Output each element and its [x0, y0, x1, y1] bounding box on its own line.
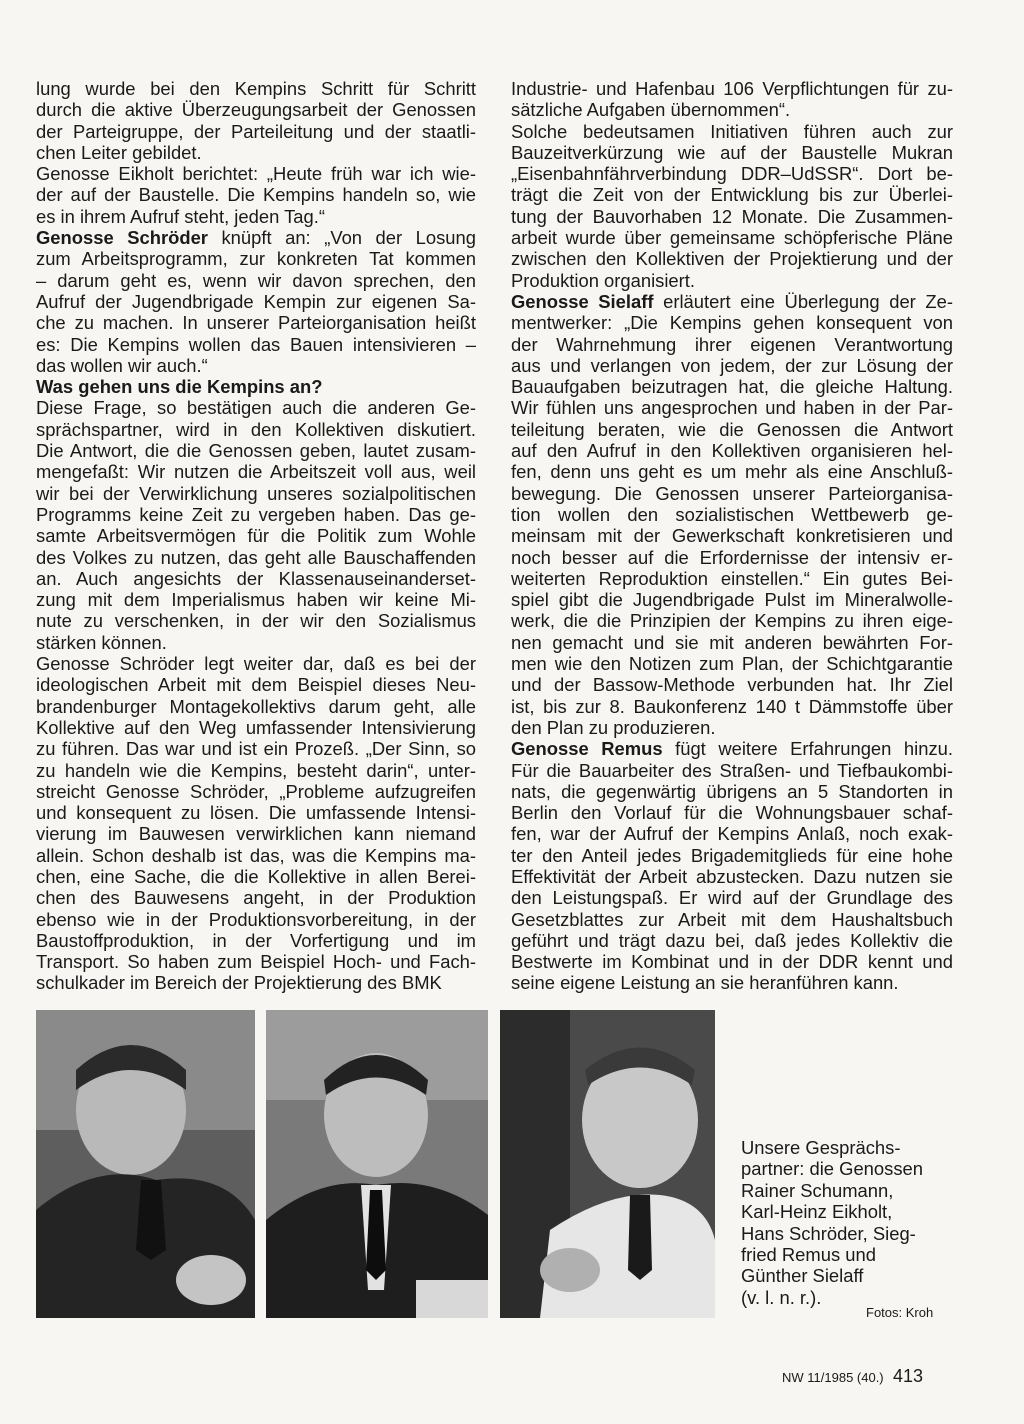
- text-line: – darum geht es, wenn wir davon sprechen, den: [36, 269, 476, 291]
- text-line: auf den Aufruf in den Kollektiven organisieren hel-: [511, 440, 953, 462]
- text-line: und konsequent zu lösen. Die umfassende Intensi-: [36, 802, 476, 824]
- text-line: Solche bedeutsamen Initiativen führen auch zur: [511, 120, 953, 142]
- text-line: Bauaufgaben beizutragen hat, die gleiche Haltung.: [511, 376, 953, 398]
- text-line: Berlin den Vorlauf für die Wohnungsbauer schaf-: [511, 802, 953, 824]
- text-line: Transport. So haben zum Beispiel Hoch- und Fach-: [36, 951, 476, 973]
- text-line: Die Antwort, die die Genossen geben, lautet zusam-: [36, 440, 476, 462]
- text-line: lung wurde bei den Kempins Schritt für Schritt: [36, 78, 476, 99]
- text-line: brandenburger Montagekollektivs darum geht, alle: [36, 695, 476, 717]
- journal-issue: NW 11/1985 (40.): [782, 1370, 884, 1385]
- text-line: streicht Genosse Schröder, „Probleme aufzugreifen: [36, 780, 476, 802]
- text-line: noch besser auf die Erfordernisse der intensiv er-: [511, 546, 953, 568]
- text-line: Effektivität der Arbeit abzustecken. Dazu nutzen sie: [511, 865, 953, 887]
- text-line: ter den Anteil jedes Brigademitglieds für eine hohe: [511, 844, 953, 866]
- text-line: tion wollen den sozialistischen Wettbewerb ge-: [511, 503, 953, 525]
- text-line: Genosse Schröder knüpft an: „Von der Losung: [36, 227, 476, 249]
- text-line: chen des Bauwesens angeht, in der Produktion: [36, 887, 476, 909]
- caption-line: Karl-Heinz Eikholt,: [741, 1201, 893, 1223]
- text-line: tung der Bauvorhaben 12 Monate. Die Zusammen-: [511, 205, 953, 227]
- photo-caption: [741, 1137, 951, 1308]
- text-line: samte Arbeitsvermögen für die Politik zum Wohle: [36, 525, 476, 547]
- text-line: Industrie- und Hafenbau 106 Verpflichtungen für zu-: [511, 78, 953, 99]
- caption-line: Hans Schröder, Sieg-: [741, 1222, 916, 1244]
- text-line: zum Arbeitsprogramm, zur konkreten Tat kommen: [36, 248, 476, 270]
- caption-line: Günther Sielaff: [741, 1265, 864, 1287]
- text-line: chen Leiter gebildet.: [36, 141, 202, 163]
- photo-credit: Fotos: Kroh: [866, 1305, 934, 1320]
- text-line: der Wahrnehmung ihrer eigenen Verantwortung: [511, 333, 953, 355]
- text-line: wir bei der Verwirklichung unseres sozialpolitischen: [36, 482, 476, 504]
- caption-line: fried Remus und: [741, 1244, 876, 1266]
- text-line: nats, die gegenwärtig übrigens an 5 Standorten in: [511, 780, 953, 802]
- text-line: che zu machen. In unserer Parteiorganisation heißt: [36, 312, 476, 334]
- text-line: Bauzeitverkürzung wie auf der Baustelle Mukran: [511, 141, 953, 163]
- text-line: Kollektive auf den Weg umfassender Intensivierung: [36, 716, 476, 738]
- text-line: Genosse Remus fügt weitere Erfahrungen hinzu.: [511, 738, 953, 760]
- text-line: Wir fühlen uns angesprochen und haben in der Par-: [511, 397, 953, 419]
- text-line: den Plan zu produzieren.: [511, 716, 716, 738]
- text-line: stärken können.: [36, 631, 167, 653]
- text-line: ist, bis zur 8. Baukonferenz 140 t Dämmstoffe über: [511, 695, 953, 717]
- text-line: geführt und trägt dazu bei, daß jedes Kollektiv die: [511, 929, 953, 951]
- text-line: „Eisenbahnfährverbindung DDR–UdSSR“. Dort be-: [511, 163, 953, 185]
- text-line: zu handeln wie die Kempins, besteht darin“, unter-: [36, 759, 476, 781]
- text-line: durch die aktive Überzeugungsarbeit der Genossen: [36, 99, 476, 121]
- caption-line: partner: die Genossen: [741, 1158, 923, 1180]
- text-line: Programms keine Zeit zu vergeben haben. Das ge-: [36, 503, 476, 525]
- text-line: Für die Bauarbeiter des Straßen- und Tiefbaukombi-: [511, 759, 953, 781]
- page-number: 413: [893, 1366, 924, 1386]
- text-line: mengefaßt: Wir nutzen die Arbeitszeit voll aus, weil: [36, 461, 476, 483]
- text-line: Genosse Sielaff erläutert eine Überlegung der Ze-: [511, 290, 953, 312]
- text-line: Produktion organisiert.: [511, 269, 696, 291]
- text-line: trägt die Zeit von der Entwicklung bis zur Überlei-: [511, 184, 953, 206]
- text-line: an. Auch angesichts der Klassenauseinanderset-: [36, 567, 476, 589]
- text-line: arbeit wurde über gemeinsame schöpferische Pläne: [511, 227, 953, 249]
- text-line: Bestwerte im Kombinat und in der DDR kennt und: [511, 951, 953, 973]
- text-line: der auf der Baustelle. Die Kempins handeln so, wie: [36, 184, 476, 206]
- text-line: chen, eine Sache, die die Kollektive in allen Berei-: [36, 865, 476, 887]
- text-line: schulkader im Bereich der Projektierung des BMK: [36, 972, 442, 994]
- caption-line: (v. l. n. r.).: [741, 1286, 822, 1308]
- text-line: sätzliche Aufgaben übernommen“.: [511, 99, 791, 121]
- text-line: Aufruf der Jugendbrigade Kempin zur eigenen Sa-: [36, 290, 476, 312]
- text-line: der Parteigruppe, der Parteileitung und der staatli-: [36, 120, 476, 142]
- text-line: Diese Frage, so bestätigen auch die anderen Ge-: [36, 397, 476, 419]
- article-column-right: [511, 78, 953, 994]
- text-line: spiel gibt die Jugendbrigade Pulst im Mineralwolle-: [511, 589, 953, 611]
- photo-portrait-1: [36, 1010, 255, 1318]
- text-line: aus und verlangen von jedem, der zur Lösung der: [511, 354, 953, 376]
- text-line: men wie den Notizen zum Plan, der Schichtgarantie: [511, 653, 953, 675]
- text-line: weiterten Reproduktion einstellen.“ Ein gutes Bei-: [511, 567, 953, 589]
- text-line: Genosse Eikholt berichtet: „Heute früh war ich wie-: [36, 163, 476, 185]
- caption-line: Unsere Gesprächs-: [741, 1137, 901, 1158]
- text-line: bewegung. Die Genossen unserer Parteiorganisa-: [511, 482, 953, 504]
- text-line: teileitung beraten, wie die Genossen die Antwort: [511, 418, 953, 440]
- photo-portrait-3: [500, 1010, 715, 1318]
- photo-portrait-2: [266, 1010, 488, 1318]
- text-line: zwischen den Kollektiven der Projektierung und der: [511, 248, 953, 270]
- text-line: Genosse Schröder legt weiter dar, daß es bei der: [36, 653, 476, 675]
- text-line: Gesetzblattes zur Arbeit mit dem Haushaltsbuch: [511, 908, 953, 930]
- text-line: fen, war der Aufruf der Kempins Anlaß, noch exak-: [511, 823, 953, 845]
- text-line: das wollen wir auch.“: [36, 354, 208, 376]
- text-line: und der Bassow-Methode verbunden hat. Ihr Ziel: [511, 674, 953, 696]
- text-line: ebenso wie in der Produktionsvorbereitung, in der: [36, 908, 476, 930]
- text-line: nen gemacht und sie mit anderen bewährten For-: [511, 631, 953, 653]
- text-line: Baustoffproduktion, in der Vorfertigung und im: [36, 929, 476, 951]
- text-line: mentwerker: „Die Kempins gehen konsequent von: [511, 312, 953, 334]
- text-line: vierung im Bauwesen verwirklichen kann niemand: [36, 823, 476, 845]
- text-line: allein. Schon deshalb ist das, was die Kempins ma-: [36, 844, 476, 866]
- text-line: zung mit dem Imperialismus haben wir keine Mi-: [36, 589, 476, 611]
- text-line: zu führen. Das war und ist ein Prozeß. „Der Sinn, so: [36, 738, 476, 760]
- text-line: ideologischen Arbeit mit dem Beispiel dieses Neu-: [36, 674, 476, 696]
- article-column-left: [36, 78, 476, 994]
- text-line: sprächspartner, wird in den Kollektiven diskutiert.: [36, 418, 476, 440]
- text-line: seine eigene Leistung an sie heranführen kann.: [511, 972, 899, 994]
- text-line: nute zu verschenken, in der wir den Sozialismus: [36, 610, 476, 632]
- text-line: werk, die die Prinzipien der Kempins zu ihren eige-: [511, 610, 953, 632]
- text-line: es in ihrem Aufruf steht, jeden Tag.“: [36, 205, 325, 227]
- text-line: fen, denn uns geht es um mehr als eine Anschluß-: [511, 461, 953, 483]
- caption-line: Rainer Schumann,: [741, 1179, 894, 1201]
- text-line: es: Die Kempins wollen das Bauen intensivieren –: [36, 333, 476, 355]
- text-line: den Leistungspaß. Er wird auf der Grundlage des: [511, 887, 953, 909]
- text-line: Was gehen uns die Kempins an?: [36, 376, 323, 398]
- text-line: meinsam mit der Gewerkschaft konkretisieren und: [511, 525, 953, 547]
- text-line: des Volkes zu nutzen, das geht alle Bauschaffenden: [36, 546, 476, 568]
